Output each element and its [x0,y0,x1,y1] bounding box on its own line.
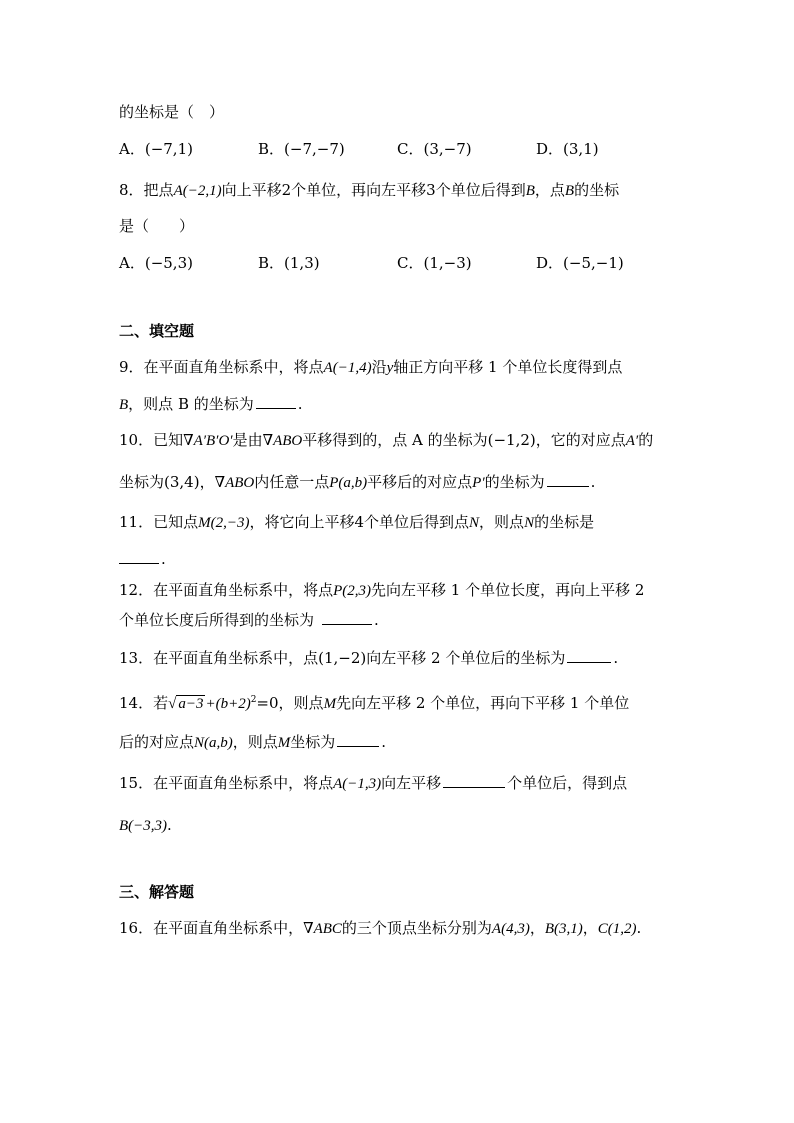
q7-tail [119,102,224,122]
q12-answer-blank[interactable] [322,610,372,625]
q10-line2: 坐标为(3,4)，∇ABO内任意一点P(a,b)平移后的对应点P′的坐标为 . [119,473,596,491]
q7-options [119,139,679,159]
q8-options [119,253,679,273]
q15-line2: B(−3,3). [119,816,172,834]
q15-line1: 15．在平面直角坐标系中，将点A(−1,3)向左平移 个单位后，得到点 [119,774,628,792]
q7-option-d[interactable]: D．(3,1) [536,140,599,158]
q9-answer-blank[interactable] [256,394,296,409]
q7-tail-text: 的坐标是（ ） [119,103,225,121]
q9-line1: 9．在平面直角坐标系中，将点A(−1,4)沿y轴正方向平移 1 个单位长度得到点 [119,358,623,376]
q8-line1: 8．把点A(−2,1)向上平移2个单位，再向左平移3个单位后得到B，点B的坐标 [119,181,620,199]
q8-option-c[interactable]: C．(1,−3) [397,254,472,272]
q10-line1: 10．已知∇A′B′O′是由∇ABO平移得到的，点 A 的坐标为(−1,2)，它的对应点A′的 [119,431,654,449]
q14-line2: 后的对应点N(a,b)，则点M坐标为 . [119,733,387,751]
q7-option-c[interactable]: C．(3,−7) [397,140,472,158]
q8-option-b[interactable]: B．(1,3) [258,254,320,272]
q8-line2: 是（ ） [119,217,195,235]
q7-option-b[interactable]: B．(−7,−7) [258,140,345,158]
q8-option-a[interactable]: A．(−5,3) [119,254,193,272]
q16-line1: 16．在平面直角坐标系中，∇ABC的三个顶点坐标分别为A(4,3)，B(3,1)，C(1,2). [119,919,642,937]
section-solutions: 三、解答题 [119,883,195,901]
section-fill-in: 二、填空题 [119,322,195,340]
q11-line2: . [119,549,166,569]
q7-option-a[interactable]: A．(−7,1) [119,140,193,158]
q8-option-d[interactable]: D．(−5,−1) [536,254,624,272]
q12-line1: 12．在平面直角坐标系中，将点P(2,3)先向左平移 1 个单位长度，再向上平移 2 [119,581,645,599]
q13-answer-blank[interactable] [567,648,611,663]
q14-line1: 14．若√ $a-3 +(b+2)^2=0$，则点M先向左平移 2 个单位，再向下平移 1 个单位 [119,694,630,712]
q11-answer-blank[interactable] [119,549,159,564]
q11-line1: 11．已知点M(2,−3)，将它向上平移4个单位后得到点N，则点N的坐标是 [119,513,595,531]
q15-answer-blank[interactable] [443,773,505,788]
q13-line1: 13．在平面直角坐标系中，点(1,−2)向左平移 2 个单位后的坐标为 . [119,649,619,667]
q9-line2: B，则点 B 的坐标为 . [119,395,303,413]
q14-answer-blank[interactable] [337,732,379,747]
q12-line2: 个单位长度后所得到的坐标为 . [119,611,379,629]
q10-answer-blank[interactable] [547,472,589,487]
sqrt-expression: √ a−3 [168,696,204,712]
